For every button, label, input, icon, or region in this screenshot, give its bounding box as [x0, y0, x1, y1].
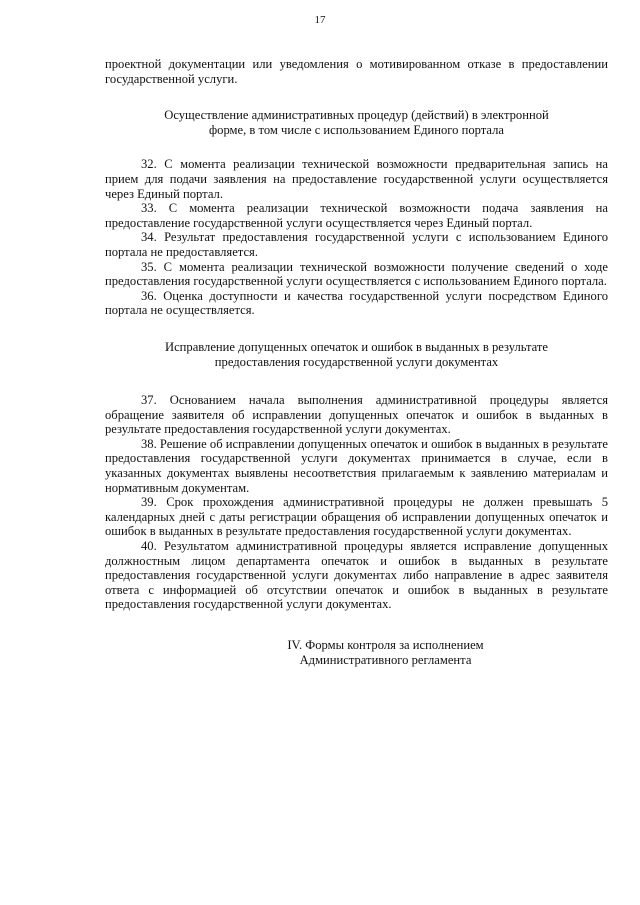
section-heading-line: Осуществление административных процедур (действий) в электронной: [164, 108, 549, 123]
clause-37: 37. Основанием начала выполнения административной процедуры является обращение заявителя об исправлении допущенных опечаток и ошибок в выданных в результате предоставления государственной услуги документах.: [105, 393, 608, 437]
section-electronic-items: [105, 157, 608, 318]
clause-33: 33. С момента реализации технической возможности подача заявления на предоставление государственной услуги осуществляется через Единый портал.: [105, 201, 608, 230]
clause-39: 39. Срок прохождения административной процедуры не должен превышать 5 календарных дней с даты регистрации обращения об исправлении допущенных опечаток и ошибок в выданных в результате предоставления государственной услуги документах.: [105, 495, 608, 539]
clause-38: 38. Решение об исправлении допущенных опечаток и ошибок в выданных в результате предоставления государственной услуги документах принимается в случае, если в указанных документах выявлены несоответствия прилагаемым к заявлению материалам и нормативным документам.: [105, 436, 608, 495]
intro-paragraph: проектной документации или уведомления о мотивированном отказе в предоставлении государственной услуги.: [105, 57, 608, 86]
section-title-line: IV. Формы контроля за исполнением: [287, 638, 484, 652]
section-heading-line: Исправление допущенных опечаток и ошибок в выданных в результате: [164, 339, 549, 354]
clause-35: 35. С момента реализации технической возможности получение сведений о ходе предоставления государственной услуги осуществляется с использованием Единого портала.: [105, 259, 608, 289]
section-control-title: [105, 638, 608, 667]
section-heading-line: предоставления государственной услуги документах: [214, 354, 499, 369]
section-corrections-heading: [105, 340, 608, 369]
section-heading-line: форме, в том числе с использованием Единого портала: [208, 122, 504, 137]
document-body: [105, 57, 608, 667]
clause-36: 36. Оценка доступности и качества государственной услуги посредством Единого портала не осуществляется.: [105, 288, 608, 318]
section-title-line: Административного регламента: [299, 652, 472, 667]
clause-34: 34. Результат предоставления государственной услуги с использованием Единого портала не предоставляется.: [105, 230, 608, 259]
clause-32: 32. С момента реализации технической возможности предварительная запись на прием для подачи заявления на предоставление государственной услуги осуществляется через Единый портал.: [105, 157, 608, 201]
page-number: 17: [314, 14, 326, 26]
clause-40: 40. Результатом административной процедуры является исправление допущенных должностным лицом департамента опечаток и ошибок в выданных в результате предоставления государственной услуги документах либо направление в адрес заявителя ответа с информацией об отсутствии опечаток и ошибок в выданных в результате предоставления государственной услуги документах.: [105, 539, 608, 612]
section-corrections-items: [105, 393, 608, 612]
section-electronic-heading: [105, 108, 608, 137]
